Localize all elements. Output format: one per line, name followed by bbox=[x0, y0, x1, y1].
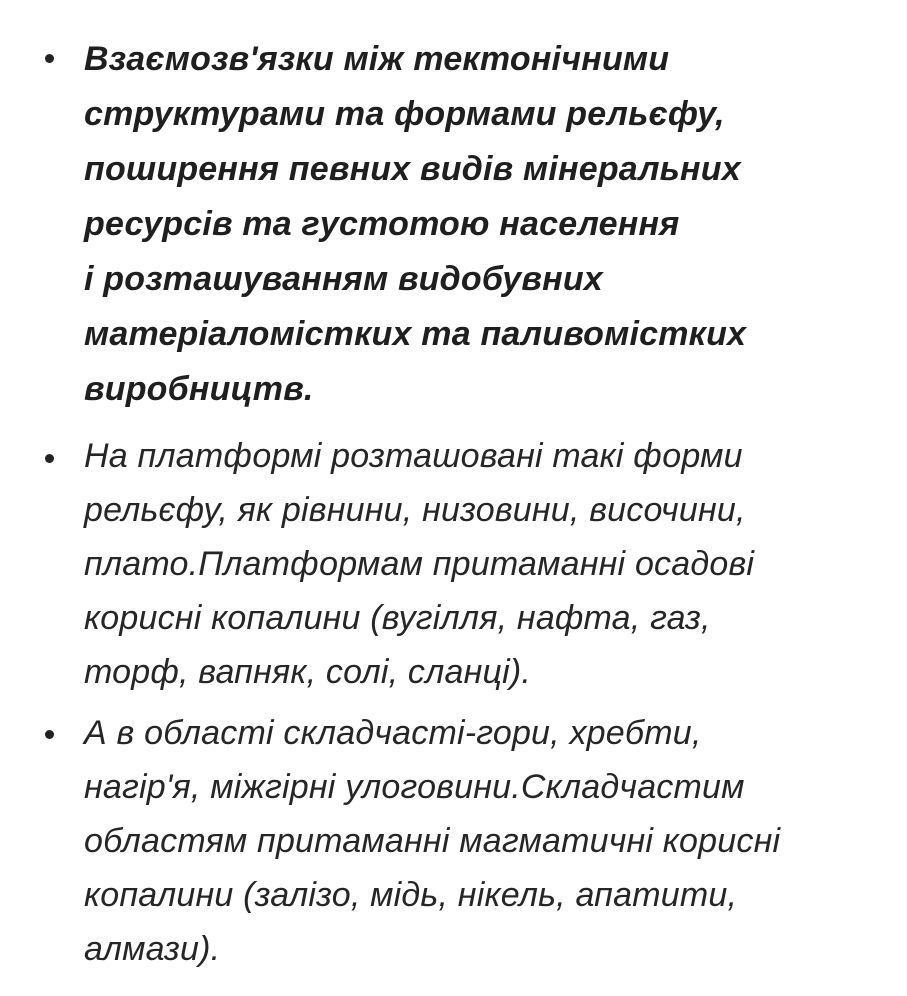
bullet-icon bbox=[45, 54, 54, 63]
text-line: і розташуванням видобувних bbox=[84, 260, 603, 298]
text-line: А в області складчасті-гори, хребти, bbox=[84, 714, 702, 752]
text-line: поширення певних видів мінеральних bbox=[84, 150, 741, 188]
text-line: корисні копалини (вугілля, нафта, газ, bbox=[84, 599, 711, 637]
list-item bbox=[0, 704, 907, 981]
text-line: алмази). bbox=[84, 930, 221, 968]
bullet-icon bbox=[45, 454, 54, 463]
text-line: плато.Платформам притаманні осадові bbox=[84, 545, 755, 583]
list-item bbox=[0, 422, 907, 704]
text-line: рельєфу, як рівнини, низовини, височини, bbox=[84, 491, 746, 529]
text-line: областям притаманні магматичні корисні bbox=[84, 822, 781, 860]
text-line: копалини (залізо, мідь, нікель, апатити, bbox=[84, 876, 738, 914]
text-line: Взаємозв'язки між тектонічними bbox=[84, 40, 670, 78]
text-line: На платформі розташовані такі форми bbox=[84, 437, 743, 475]
text-line: ресурсів та густотою населення bbox=[84, 205, 680, 243]
list-item bbox=[0, 0, 907, 422]
text-line: структурами та формами рельєфу, bbox=[84, 95, 725, 133]
text-line: нагір'я, міжгірні улоговини.Складчастим bbox=[84, 768, 745, 806]
bullet-icon bbox=[45, 730, 54, 739]
text-line: торф, вапняк, солі, сланці). bbox=[84, 653, 532, 691]
text-line: матеріаломістких та паливомістких bbox=[84, 315, 747, 353]
text-line: виробництв. bbox=[84, 370, 314, 408]
